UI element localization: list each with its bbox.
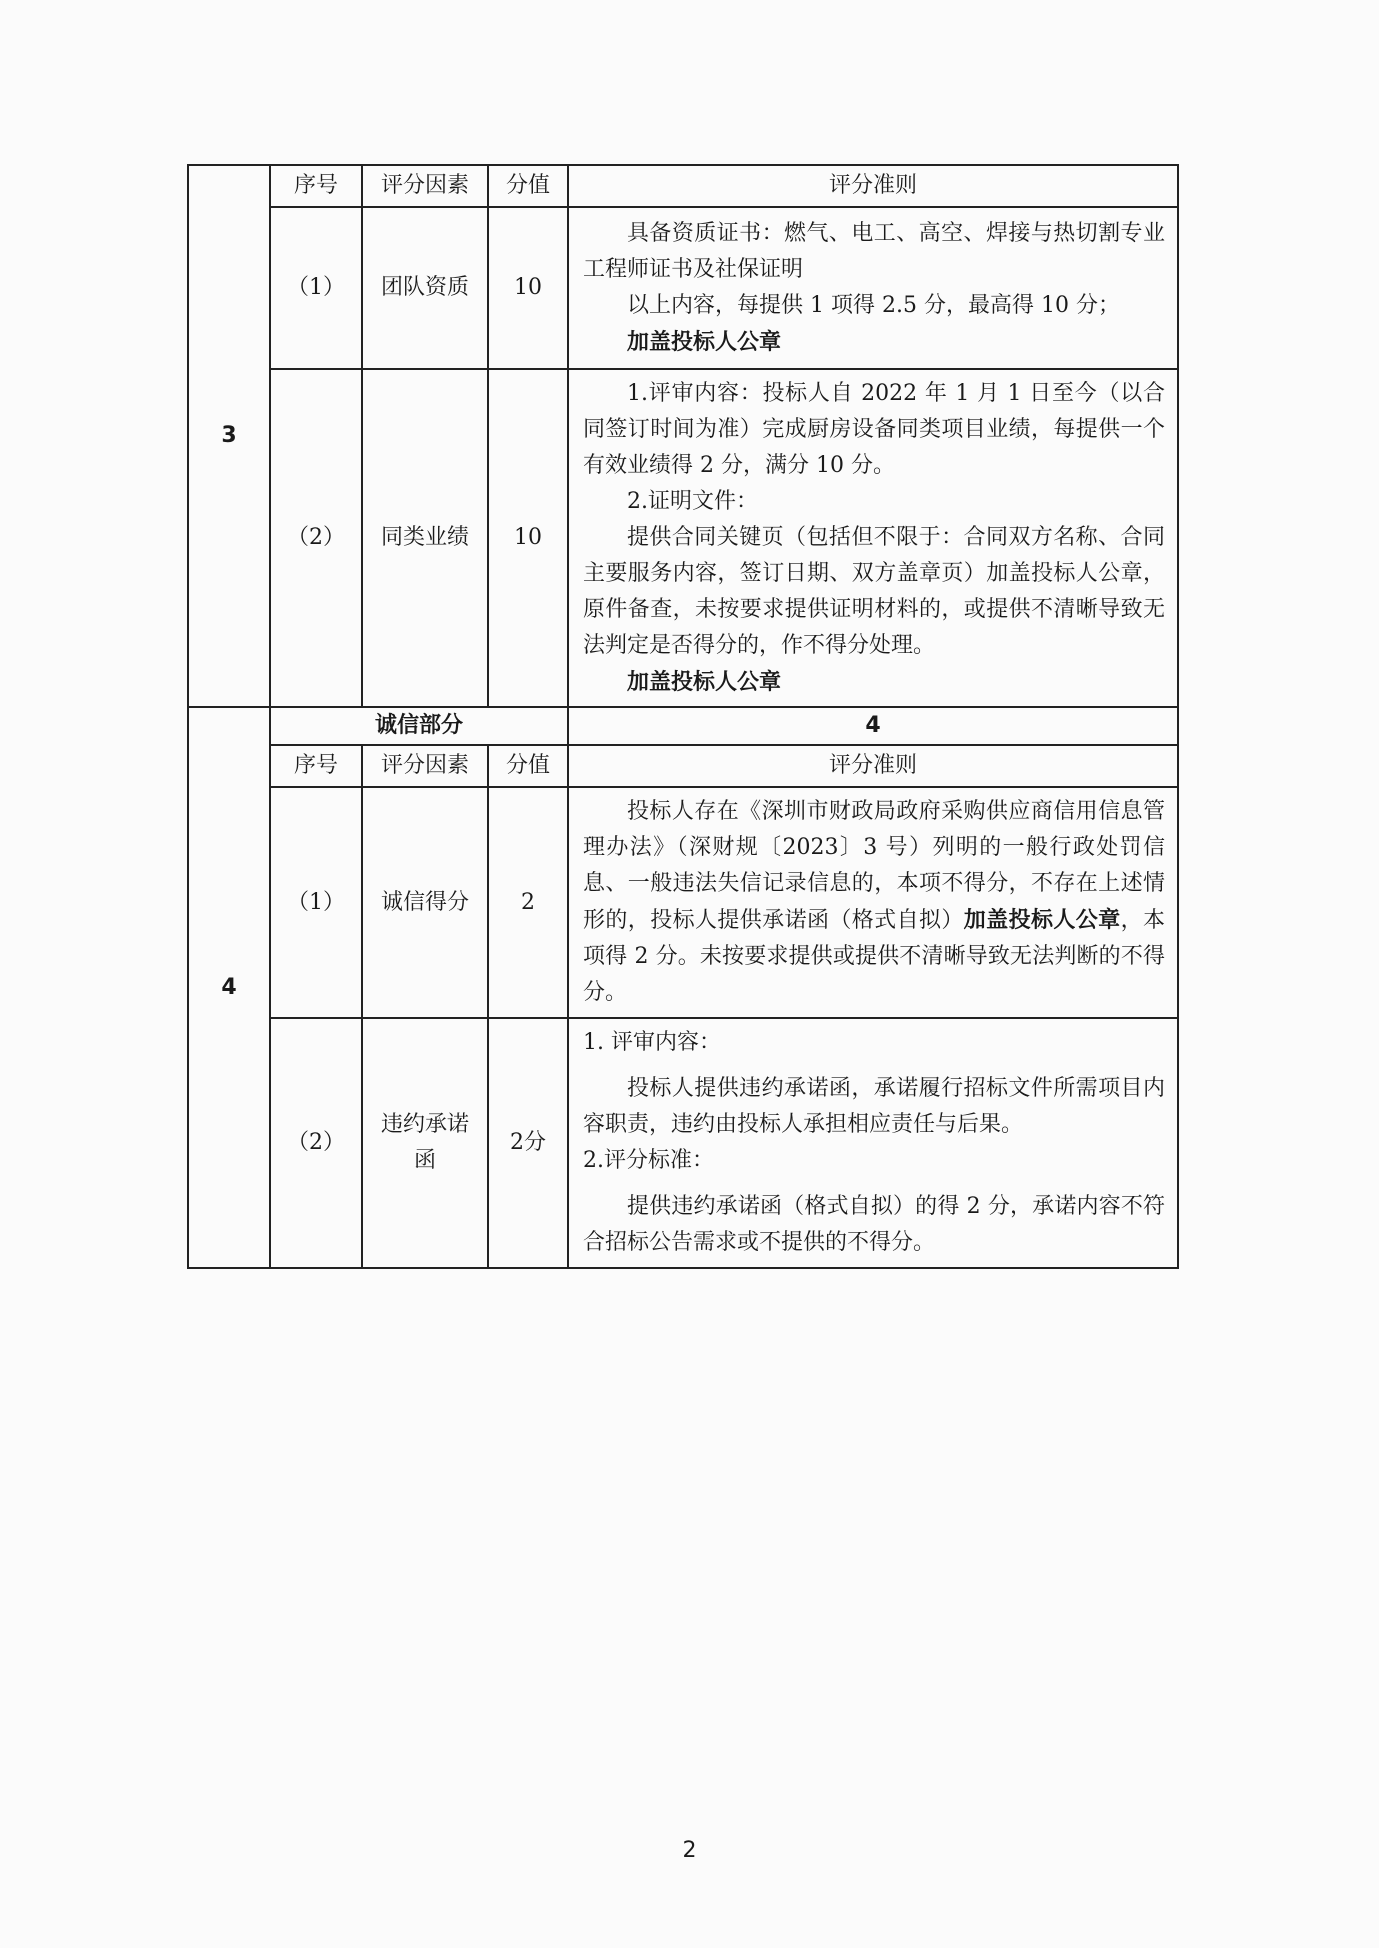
item-factor: 同类业绩 xyxy=(362,369,488,707)
header-score: 分值 xyxy=(488,745,568,787)
criteria-text: 2.证明文件： xyxy=(627,489,758,514)
criteria-seal-note: 加盖投标人公章 xyxy=(627,669,782,695)
section3-number: 3 xyxy=(188,165,270,707)
item-criteria xyxy=(568,207,1178,369)
item-seq: （2） xyxy=(270,1018,362,1268)
criteria-text: 以上内容，每提供 1 项得 2.5 分，最高得 10 分； xyxy=(627,293,1120,318)
item-factor xyxy=(362,1018,488,1268)
item-seq: （1） xyxy=(270,787,362,1018)
section4-title: 诚信部分 xyxy=(270,707,568,745)
item-score: 10 xyxy=(488,369,568,707)
table-row xyxy=(188,1018,1178,1268)
item-factor: 诚信得分 xyxy=(362,787,488,1018)
criteria-text: 投标人提供违约承诺函，承诺履行招标文件所需项目内容职责，违约由投标人承担相应责任与后果。 xyxy=(583,1076,1165,1137)
table-row xyxy=(188,207,1178,369)
page-number: 2 xyxy=(682,1838,697,1863)
item-score: 2 xyxy=(488,787,568,1018)
criteria-text: 1. 评审内容： xyxy=(583,1030,721,1055)
item-criteria xyxy=(568,787,1178,1018)
item-seq: （1） xyxy=(270,207,362,369)
section4-title-row xyxy=(188,707,1178,745)
header-seq: 序号 xyxy=(270,165,362,207)
criteria-text: ，本项得 2 分。未按要求提供或提供不清晰导致无法判断的不得分。 xyxy=(583,908,1165,1005)
criteria-paragraph xyxy=(583,794,1165,1011)
header-factor: 评分因素 xyxy=(362,745,488,787)
section4-total: 4 xyxy=(568,707,1178,745)
header-criteria: 评分准则 xyxy=(568,745,1178,787)
header-factor: 评分因素 xyxy=(362,165,488,207)
item-seq: （2） xyxy=(270,369,362,707)
item-factor: 团队资质 xyxy=(362,207,488,369)
table-row xyxy=(188,369,1178,707)
criteria-text: 具备资质证书：燃气、电工、高空、焊接与热切割专业工程师证书及社保证明 xyxy=(583,221,1165,282)
scoring-table xyxy=(187,164,1179,1269)
header-score: 分值 xyxy=(488,165,568,207)
criteria-text: 投标人存在《深圳市财政局政府采购供应商信用信息管理办法》（深财规〔2023〕3 号）列明的一般行政处罚信息、一般违法失信记录信息的，本项不得分，不存在上述情形的，投标人提供承诺函（格式自拟） xyxy=(583,799,1165,933)
header-seq: 序号 xyxy=(270,745,362,787)
header-row-section3 xyxy=(188,165,1178,207)
header-criteria: 评分准则 xyxy=(568,165,1178,207)
header-row-section4 xyxy=(188,745,1178,787)
criteria-text: 1.评审内容：投标人自 2022 年 1 月 1 日至今（以合同签订时间为准）完成厨房设备同类项目业绩，每提供一个有效业绩得 2 分，满分 10 分。 xyxy=(583,381,1165,478)
item-criteria xyxy=(568,1018,1178,1268)
item-score: 10 xyxy=(488,207,568,369)
table-row xyxy=(188,787,1178,1018)
criteria-seal-note: 加盖投标人公章 xyxy=(963,907,1121,933)
section4-number: 4 xyxy=(188,707,270,1268)
criteria-text: 提供违约承诺函（格式自拟）的得 2 分，承诺内容不符合招标公告需求或不提供的不得分。 xyxy=(583,1194,1165,1255)
criteria-text: 2.评分标准： xyxy=(583,1148,714,1173)
item-score: 2分 xyxy=(488,1018,568,1268)
criteria-seal-note: 加盖投标人公章 xyxy=(627,329,782,355)
item-criteria xyxy=(568,369,1178,707)
criteria-text: 提供合同关键页（包括但不限于：合同双方名称、合同主要服务内容，签订日期、双方盖章页）加盖投标人公章，原件备查，未按要求提供证明材料的，或提供不清晰导致无法判定是否得分的，作不得分处理。 xyxy=(583,525,1165,658)
item-factor-text: 违约承诺函 xyxy=(380,1112,469,1173)
